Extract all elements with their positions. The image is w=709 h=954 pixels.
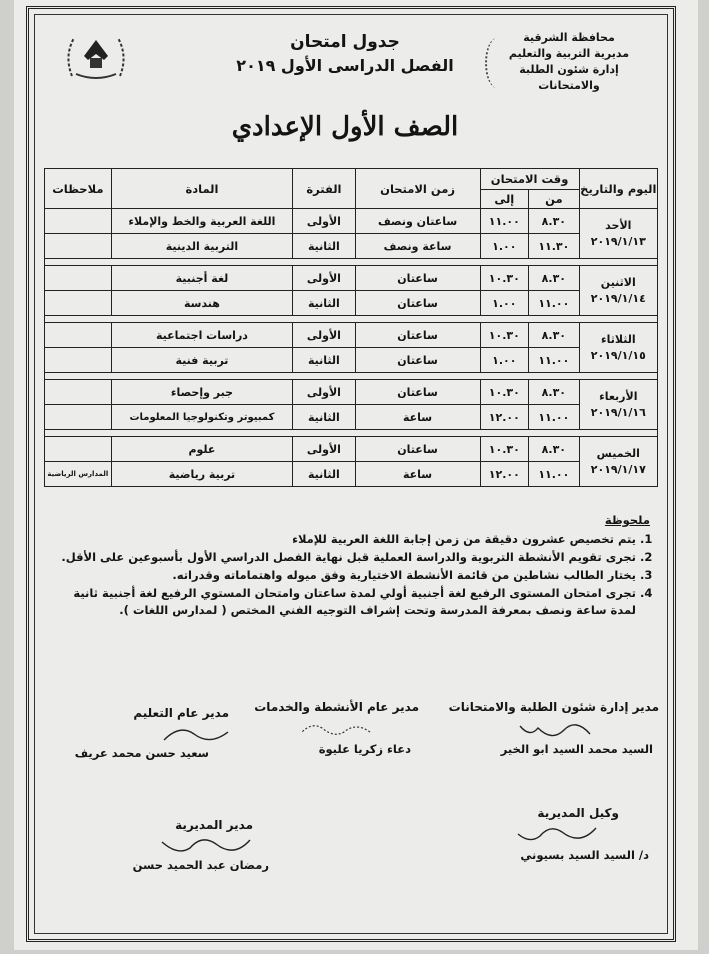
from-cell: ١١.٠٠ bbox=[529, 405, 580, 430]
duration-cell: ساعتان bbox=[355, 348, 480, 373]
subject-cell: كمبيوتر وتكنولوجيا المعلومات bbox=[111, 405, 293, 430]
duration-cell: ساعتان ونصف bbox=[355, 209, 480, 234]
to-cell: ١.٠٠ bbox=[480, 291, 529, 316]
to-cell: ١٠.٣٠ bbox=[480, 266, 529, 291]
period-cell: الثانية bbox=[293, 405, 355, 430]
to-cell: ١.٠٠ bbox=[480, 234, 529, 259]
subject-cell: اللغة العربية والخط والإملاء bbox=[111, 209, 293, 234]
deputy-title: وكيل المديرية bbox=[537, 806, 619, 820]
subject-cell: جبر وإحصاء bbox=[111, 380, 293, 405]
col-day: اليوم والتاريخ bbox=[579, 169, 657, 209]
period-cell: الأولى bbox=[293, 380, 355, 405]
col-duration: زمن الامتحان bbox=[355, 169, 480, 209]
table-row bbox=[45, 209, 658, 234]
table-row bbox=[45, 348, 658, 373]
subject-cell: تربية رياضية bbox=[111, 462, 293, 487]
exam-schedule-table bbox=[44, 168, 658, 487]
education-director-title: مدير عام التعليم bbox=[133, 706, 229, 720]
to-cell: ١.٠٠ bbox=[480, 348, 529, 373]
to-cell: ١٠.٣٠ bbox=[480, 380, 529, 405]
to-cell: ١١.٠٠ bbox=[480, 209, 529, 234]
notes-heading: ملحوظة bbox=[604, 513, 650, 527]
subject-cell: دراسات اجتماعية bbox=[111, 323, 293, 348]
to-cell: ١٢.٠٠ bbox=[480, 462, 529, 487]
directorate-signature-icon bbox=[150, 830, 260, 860]
to-cell: ١٢.٠٠ bbox=[480, 405, 529, 430]
note-cell bbox=[45, 209, 112, 234]
col-subject: المادة bbox=[111, 169, 293, 209]
note-cell bbox=[45, 405, 112, 430]
gov-line-1: محافظة الشرقية bbox=[523, 31, 615, 44]
day-date: ٢٠١٩/١/١٧ bbox=[590, 462, 646, 476]
period-cell: الأولى bbox=[293, 323, 355, 348]
term-title: الفصل الدراسى الأول ٢٠١٩ bbox=[236, 56, 454, 75]
col-period: الفترة bbox=[293, 169, 355, 209]
affairs-signature-icon bbox=[490, 716, 600, 742]
table-row bbox=[45, 462, 658, 487]
col-from: من bbox=[529, 190, 580, 209]
gov-line-2: مديرية التربية والتعليم bbox=[508, 47, 630, 60]
note-cell bbox=[45, 291, 112, 316]
note-cell bbox=[45, 437, 112, 462]
from-cell: ٨.٣٠ bbox=[529, 266, 580, 291]
note-cell bbox=[45, 380, 112, 405]
period-cell: الأولى bbox=[293, 266, 355, 291]
ministry-emblem-icon bbox=[60, 26, 132, 84]
subject-cell: التربية الدينية bbox=[111, 234, 293, 259]
duration-cell: ساعتان bbox=[355, 437, 480, 462]
col-exam-time: وقت الامتحان bbox=[480, 169, 579, 190]
table-row bbox=[45, 291, 658, 316]
col-notes: ملاحظات bbox=[45, 169, 112, 209]
subject-cell: لغة أجنبية bbox=[111, 266, 293, 291]
period-cell: الثانية bbox=[293, 348, 355, 373]
table-row bbox=[45, 405, 658, 430]
from-cell: ٨.٣٠ bbox=[529, 380, 580, 405]
note-cell bbox=[45, 323, 112, 348]
day-date: ٢٠١٩/١/١٥ bbox=[590, 348, 646, 362]
table-row bbox=[45, 266, 658, 291]
title-block bbox=[200, 30, 490, 78]
affairs-director-title: مدير إدارة شئون الطلبة والامتحانات bbox=[448, 700, 659, 714]
directorate-director-name: رمضان عبد الحميد حسن bbox=[132, 858, 269, 872]
duration-cell: ساعة bbox=[355, 405, 480, 430]
note-item: 2. تجرى تقويم الأنشطة التربوية والدراسة العملية قبل نهاية الفصل الدراسي الأول بأسبوعين على الأقل. bbox=[60, 549, 636, 566]
table-row bbox=[45, 380, 658, 405]
activities-signature-icon bbox=[290, 718, 380, 740]
row-separator bbox=[45, 430, 658, 437]
deputy-signature-icon bbox=[500, 820, 610, 850]
from-cell: ٨.٣٠ bbox=[529, 437, 580, 462]
day-date: ٢٠١٩/١/١٦ bbox=[590, 405, 646, 419]
row-separator bbox=[45, 373, 658, 380]
schedule-title: جدول امتحان bbox=[290, 32, 400, 52]
duration-cell: ساعتان bbox=[355, 323, 480, 348]
note-cell: المدارس الرياضية bbox=[45, 462, 112, 487]
note-item: 3. يختار الطالب نشاطين من قائمة الأنشطة الاختيارية وفق ميوله واهتماماته وقدراته. bbox=[60, 567, 636, 584]
duration-cell: ساعة bbox=[355, 462, 480, 487]
duration-cell: ساعتان bbox=[355, 291, 480, 316]
row-separator bbox=[45, 259, 658, 266]
day-cell bbox=[579, 323, 657, 373]
day-cell bbox=[579, 266, 657, 316]
note-cell bbox=[45, 266, 112, 291]
day-date: ٢٠١٩/١/١٣ bbox=[590, 234, 646, 248]
period-cell: الثانية bbox=[293, 462, 355, 487]
table-row bbox=[45, 323, 658, 348]
duration-cell: ساعتان bbox=[355, 380, 480, 405]
from-cell: ١١.٣٠ bbox=[529, 234, 580, 259]
to-cell: ١٠.٣٠ bbox=[480, 323, 529, 348]
day-name: الاثنين bbox=[600, 275, 636, 289]
subject-cell: تربية فنية bbox=[111, 348, 293, 373]
education-director-name: سعيد حسن محمد عريف bbox=[74, 746, 209, 760]
to-cell: ١٠.٣٠ bbox=[480, 437, 529, 462]
note-item: 4. تجرى امتحان المستوى الرفيع لغة أجنبية أولي لمدة ساعتان وامتحان المستوي الرفيع لغة أجنبية ثانية لمدة ساعة ونصف بمعرفة المدرسة وتحت إشراف التوجيه الفني المختص ( لمدارس اللغات ). bbox=[60, 585, 636, 619]
from-cell: ١١.٠٠ bbox=[529, 291, 580, 316]
activities-director-name: دعاء زكريا عليوة bbox=[318, 742, 411, 756]
period-cell: الثانية bbox=[293, 291, 355, 316]
day-cell bbox=[579, 380, 657, 430]
directorate-director-title: مدير المديرية bbox=[175, 818, 253, 832]
note-cell bbox=[45, 234, 112, 259]
col-to: إلى bbox=[480, 190, 529, 209]
directorate-header bbox=[489, 30, 649, 94]
affairs-director-name: السيد محمد السيد ابو الخير bbox=[500, 742, 653, 756]
subject-cell: هندسة bbox=[111, 291, 293, 316]
note-cell bbox=[45, 348, 112, 373]
period-cell: الأولى bbox=[293, 437, 355, 462]
day-cell bbox=[579, 209, 657, 259]
from-cell: ١١.٠٠ bbox=[529, 462, 580, 487]
day-date: ٢٠١٩/١/١٤ bbox=[590, 291, 646, 305]
day-name: الخميس bbox=[596, 446, 640, 460]
duration-cell: ساعتان bbox=[355, 266, 480, 291]
day-name: الأحد bbox=[605, 218, 632, 232]
day-name: الأربعاء bbox=[599, 389, 638, 403]
period-cell: الأولى bbox=[293, 209, 355, 234]
subject-cell: علوم bbox=[111, 437, 293, 462]
education-signature-icon bbox=[150, 722, 240, 748]
table-row bbox=[45, 437, 658, 462]
notes-section bbox=[60, 512, 660, 620]
grade-title: الصف الأول الإعدادي bbox=[231, 112, 459, 142]
day-name: الثلاثاء bbox=[600, 332, 636, 346]
from-cell: ١١.٠٠ bbox=[529, 348, 580, 373]
deputy-name: د/ السيد السيد بسيوني bbox=[520, 848, 649, 862]
row-separator bbox=[45, 316, 658, 323]
note-item: 1. يتم تخصيص عشرون دقيقة من زمن إجابة اللغة العربية للإملاء bbox=[60, 531, 636, 548]
from-cell: ٨.٣٠ bbox=[529, 323, 580, 348]
duration-cell: ساعة ونصف bbox=[355, 234, 480, 259]
day-cell bbox=[579, 437, 657, 487]
table-row bbox=[45, 234, 658, 259]
activities-director-title: مدير عام الأنشطة والخدمات bbox=[254, 700, 419, 714]
gov-line-3: إدارة شئون الطلبة والامتحانات bbox=[519, 63, 619, 92]
period-cell: الثانية bbox=[293, 234, 355, 259]
from-cell: ٨.٣٠ bbox=[529, 209, 580, 234]
